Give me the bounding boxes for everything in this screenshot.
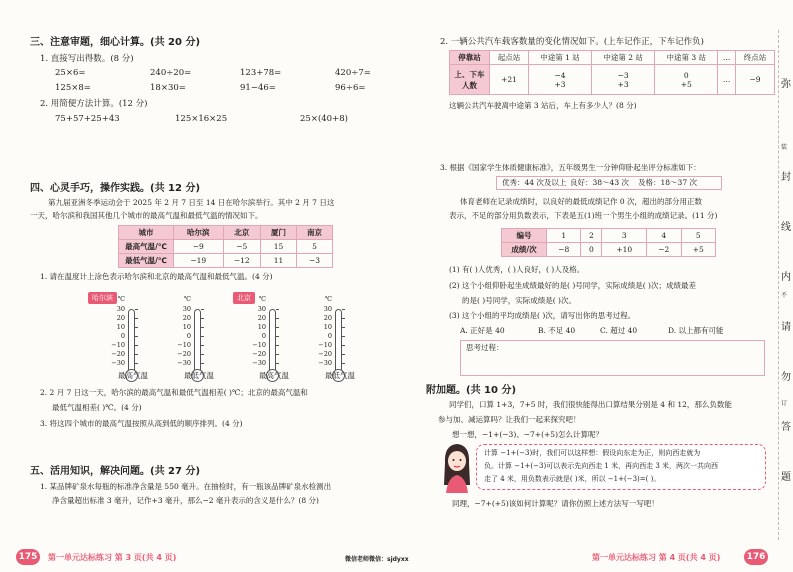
thermometer-tick-label: −30: [111, 359, 125, 367]
table-header: 起点站: [490, 51, 529, 65]
table-cell: 15: [260, 240, 296, 254]
thermometer-tick-mark: [276, 318, 279, 319]
binding-char: 答: [781, 422, 791, 433]
section-5-title: 五、活用知识，解决问题。(共 27 分): [30, 466, 201, 477]
bonus-text: 同学们，口算 1+3，7+5 时，我们很快能得出口算结果分别是 4 和 12，那么负数能: [449, 400, 732, 409]
thermometer-tick-label: −10: [318, 341, 332, 349]
thermometer-tick-label: 10: [323, 323, 332, 331]
row-label-line: 上、下车: [454, 69, 485, 79]
s4-question-1: 1. 请在温度计上涂色表示哈尔滨和北京的最高气温和最低气温。(4 分): [40, 272, 273, 281]
thermometer-tick-mark: [201, 354, 204, 355]
thermometer-tick-label: 20: [323, 314, 332, 322]
standard-item: 及格：18～37 次: [638, 178, 697, 187]
girl-avatar: [440, 441, 474, 493]
table-header: 北京: [223, 226, 260, 240]
thermometer-tick-label: 30: [182, 305, 191, 313]
city-temperature-table: [118, 225, 333, 268]
table-cell: −9: [735, 65, 774, 95]
thermometer-tube[interactable]: [194, 309, 201, 371]
table-header: 停靠站: [450, 51, 490, 65]
thermometer-unit: ℃: [183, 295, 191, 303]
binding-char: 线: [781, 222, 791, 233]
section-4-text: 一天，哈尔滨和我国其他几个城市的最高气温和最低气温的情况如下。: [30, 211, 263, 220]
thermometer-tick-label: −20: [177, 350, 191, 358]
thermometer-unit: ℃: [258, 295, 266, 303]
cell-line: −3: [617, 70, 629, 80]
binding-small: 装: [781, 144, 788, 151]
s5-question-1: 1. 某品牌矿泉水每瓶的标准净含量是 550 毫升。在抽检时，有一瓶该品牌矿泉水检测出: [40, 482, 332, 491]
r-q3-intro: 3. 根据《国家学生体质健康标准》，五年级男生一分钟仰卧起坐评分标准如下：: [440, 163, 701, 172]
table-cell: −12: [223, 254, 260, 268]
bonus-text: 同理，−7+(+5)该如何计算呢？请你仿照上述方法写一写吧！: [452, 499, 659, 508]
table-cell: 5: [296, 240, 332, 254]
thermometer-tick-label: 20: [257, 314, 266, 322]
table-header: 4: [647, 229, 681, 243]
cell-line: +5: [680, 79, 692, 89]
calc-item: 125×8=: [55, 83, 91, 93]
thermometer-tick-mark: [342, 318, 345, 319]
thermo-label-low: 最低气温: [325, 371, 355, 380]
table-cell: −19: [174, 254, 224, 268]
thermometer-tick-label: −20: [318, 350, 332, 358]
thermometer-tube[interactable]: [128, 309, 135, 371]
table-cell: −2: [647, 243, 681, 257]
table-row-label: 成绩/次: [502, 243, 547, 257]
calc-item: 18×30=: [150, 83, 186, 93]
r-q2-ask: 这辆公共汽车驶离中途第 3 站后，车上有多少人？(8 分): [449, 101, 637, 110]
thermometer-tick-label: −30: [177, 359, 191, 367]
thermometer-tick-label: −30: [318, 359, 332, 367]
calc-item: 96÷6=: [335, 83, 366, 93]
option-b: B. 不足 40: [538, 326, 576, 335]
standard-item: 良好：38～43 次: [570, 178, 629, 187]
table-header: 南京: [296, 226, 332, 240]
table-header: 中途第 2 站: [592, 51, 655, 65]
thermometer-tube[interactable]: [335, 309, 342, 371]
thermometer-tick-label: −30: [252, 359, 266, 367]
thermometer-tick-label: 30: [116, 305, 125, 313]
table-cell: −5: [223, 240, 260, 254]
table-header: 厦门: [260, 226, 296, 240]
calc-item: 123+78=: [240, 68, 282, 78]
thermometer-tick-label: 10: [257, 323, 266, 331]
thermometer-tick-mark: [342, 336, 345, 337]
section-4-title: 四、心灵手巧，操作实践。(共 12 分): [30, 183, 201, 194]
cell-line: +3: [554, 79, 566, 89]
table-header: 终点站: [735, 51, 774, 65]
thermometer-tick-mark: [342, 363, 345, 364]
thermometer-tick-mark: [342, 327, 345, 328]
thermometer-tick-mark: [201, 318, 204, 319]
thermometer-tick-mark: [276, 327, 279, 328]
thermometer-tick-label: 30: [323, 305, 332, 313]
thermometer-tick-mark: [135, 363, 138, 364]
section-4-text: 第九届亚洲冬季运动会于 2025 年 2 月 7 日至 14 日在哈尔滨举行。其中 2 月 7 日这: [48, 198, 335, 207]
table-cell: −9: [174, 240, 224, 254]
table-header: 中途第 1 站: [528, 51, 591, 65]
r-q3-sub1: (1) 有( )人优秀，( )人良好，( )人及格。: [449, 265, 585, 274]
city-tag-beijing: 北京: [233, 292, 255, 304]
binding-char: 勿: [781, 372, 791, 383]
option-c: C. 超过 40: [600, 326, 638, 335]
calc-item: 25×6=: [55, 68, 86, 78]
thermometer-unit: ℃: [117, 295, 125, 303]
table-header: 5: [681, 229, 716, 243]
simple-calc-item: 75+57+25+43: [55, 114, 120, 124]
s5-question-1-cont: 净含量超出标准 3 毫升，记作+3 毫升，那么−2 毫升表示的含义是什么？(8 分): [52, 496, 319, 505]
cell-line: +3: [617, 79, 629, 89]
thermometer-tick-mark: [342, 309, 345, 310]
q2-title: 2. 用简便方法计算。(12 分): [40, 99, 148, 109]
r-q3-sub3: (3) 这个小组的平均成绩是( )次，请写出你的思考过程。: [449, 311, 636, 320]
thermometer-tick-label: −20: [252, 350, 266, 358]
thermometer-tick-mark: [276, 363, 279, 364]
r-q3-text: 表示，不足的部分用负数表示，下表是五(1)班一个男生小组的成绩记录。(11 分): [449, 211, 718, 220]
r-q3-sub2-cont: 的是( )号同学，实际成绩是( )次。: [462, 296, 576, 305]
thinking-label: 思考过程：: [466, 343, 504, 352]
table-cell: +5: [681, 243, 716, 257]
thermometer-tick-label: 30: [257, 305, 266, 313]
thermometer-tick-mark: [276, 354, 279, 355]
thermometer-tick-mark: [342, 345, 345, 346]
table-cell: +21: [490, 65, 529, 95]
thermometer-tick-label: 10: [116, 323, 125, 331]
binding-line: [778, 30, 779, 540]
cell-line: −4: [554, 70, 566, 80]
table-header: 2: [581, 229, 602, 243]
r-q2-title: 2. 一辆公共汽车载客数量的变化情况如下。(上车记作正，下车记作负): [440, 37, 704, 47]
table-header: 城市: [119, 226, 174, 240]
thermometer-tick-mark: [276, 309, 279, 310]
thermometer-tick-label: −10: [177, 341, 191, 349]
table-header: 中途第 3 站: [655, 51, 718, 65]
table-header: …: [718, 51, 736, 65]
thermometer-tick-mark: [201, 327, 204, 328]
thermometer-tick-mark: [276, 345, 279, 346]
r-q3-text: 体育老师在记录成绩时，以良好的最低成绩记作 0 次，超出的部分用正数: [460, 197, 703, 206]
thermometer-unit: ℃: [324, 295, 332, 303]
bonus-text: 想一想，−1+(−3)、−7+(+5)怎么计算呢？: [452, 430, 603, 439]
calc-item: 240÷20=: [150, 68, 192, 78]
score-table: [501, 228, 716, 257]
table-cell: [528, 65, 591, 95]
thermometer-tick-label: 0: [261, 332, 266, 340]
table-cell: +10: [602, 243, 647, 257]
page-footer-right: 第一单元达标练习 第 4 页(共 4 页): [592, 553, 721, 562]
binding-char: 题: [781, 472, 791, 483]
table-header: 哈尔滨: [174, 226, 224, 240]
thermometer-tick-mark: [135, 327, 138, 328]
binding-small: 订: [781, 400, 788, 407]
thermo-label-high: 最高气温: [259, 371, 289, 380]
center-footer: 微信老师微信：sjdyxx: [345, 556, 409, 563]
table-cell: 11: [260, 254, 296, 268]
table-header: 1: [547, 229, 581, 243]
binding-char: 内: [781, 272, 791, 283]
table-cell: −3: [296, 254, 332, 268]
r-q3-sub2: (2) 这个小组仰卧起坐成绩最好的是( )号同学，实际成绩是( )次；成绩最差: [449, 281, 696, 290]
thermometer-tick-mark: [201, 345, 204, 346]
thermometer-tick-label: 20: [116, 314, 125, 322]
table-cell: −8: [547, 243, 581, 257]
option-a: A. 正好是 40: [460, 326, 505, 335]
thermometer-tick-label: 10: [182, 323, 191, 331]
bus-table: [449, 50, 775, 95]
thermometer-tick-mark: [135, 318, 138, 319]
row-label-line: 人数: [462, 80, 477, 90]
thermometer-tick-mark: [342, 354, 345, 355]
table-header: 编号: [502, 229, 547, 243]
s4-question-2: 2. 2 月 7 日这一天，哈尔滨的最高气温和最低气温相差( )℃；北京的最高气温和: [40, 388, 308, 397]
thermometer-tick-label: −10: [252, 341, 266, 349]
page-number-left: 175: [16, 549, 40, 565]
thermometer-tick-mark: [201, 309, 204, 310]
city-tag-harbin: 哈尔滨: [88, 292, 117, 304]
thermometer-tick-label: 0: [120, 332, 125, 340]
option-d: D. 以上都有可能: [668, 326, 724, 335]
thermometer-tick-label: 0: [186, 332, 191, 340]
thermometer-tick-mark: [135, 336, 138, 337]
thermometer-tick-label: 20: [182, 314, 191, 322]
bubble-text: 负。计算 −1+(−3)可以表示先向西走 1 米，再向西走 3 米，两次一共向西: [484, 462, 718, 470]
table-row-label: 最低气温/℃: [119, 254, 174, 268]
cell-line: 0: [683, 70, 689, 80]
standard-item: 优秀：44 次及以上: [502, 178, 567, 187]
bonus-title: 附加题。(共 10 分): [426, 385, 517, 396]
thermometer-tick-mark: [276, 336, 279, 337]
simple-calc-item: 125×16×25: [175, 114, 228, 124]
thermometer-tick-mark: [135, 345, 138, 346]
thermometer-tick-label: −10: [111, 341, 125, 349]
q1-title: 1. 直接写出得数。(8 分): [40, 54, 134, 64]
table-row-label: [450, 65, 490, 95]
thermo-label-low: 最低气温: [184, 371, 214, 380]
thermo-label-high: 最高气温: [118, 371, 148, 380]
binding-char: 弥: [781, 79, 791, 90]
thermometer-tick-label: 0: [327, 332, 332, 340]
binding-char: 请: [781, 322, 791, 333]
s4-question-2-cont: 最低气温相差( )℃。(4 分): [52, 403, 142, 412]
s4-question-3: 3. 将这四个城市的最高气温按照从高到低的顺序排列。(4 分): [40, 419, 243, 428]
thermometer-tick-mark: [135, 354, 138, 355]
thermometer-tick-mark: [201, 363, 204, 364]
section-3-title: 三、注意审题，细心计算。(共 20 分): [30, 37, 201, 48]
bubble-text: 走了 4 米，用负数表示就是( )米，所以 −1+(−3)=( )。: [484, 475, 661, 483]
thermometer-tick-mark: [201, 336, 204, 337]
simple-calc-item: 25×(40+8): [300, 114, 348, 124]
page-footer-left: 第一单元达标练习 第 3 页(共 4 页): [48, 553, 177, 562]
page-number-right: 176: [744, 549, 768, 565]
thermometer-tick-mark: [135, 309, 138, 310]
table-cell: 0: [581, 243, 602, 257]
thinking-box[interactable]: [460, 340, 765, 376]
bubble-text: 计算 −1+(−3)时，我们可以这样想：假设向东走为正，则向西走就为: [484, 449, 701, 457]
calc-item: 420÷7=: [335, 68, 371, 78]
table-cell: …: [718, 65, 736, 95]
table-cell: [592, 65, 655, 95]
thermometer-tube[interactable]: [269, 309, 276, 371]
table-header: 3: [602, 229, 647, 243]
binding-char: 封: [781, 172, 791, 183]
table-cell: [655, 65, 718, 95]
bonus-text: 参与加、减运算吗？让我们一起来探究吧！: [438, 415, 581, 424]
calc-item: 91−46=: [240, 83, 276, 93]
binding-char: 不: [781, 292, 788, 299]
thermometer-tick-label: −20: [111, 350, 125, 358]
table-row-label: 最高气温/℃: [119, 240, 174, 254]
